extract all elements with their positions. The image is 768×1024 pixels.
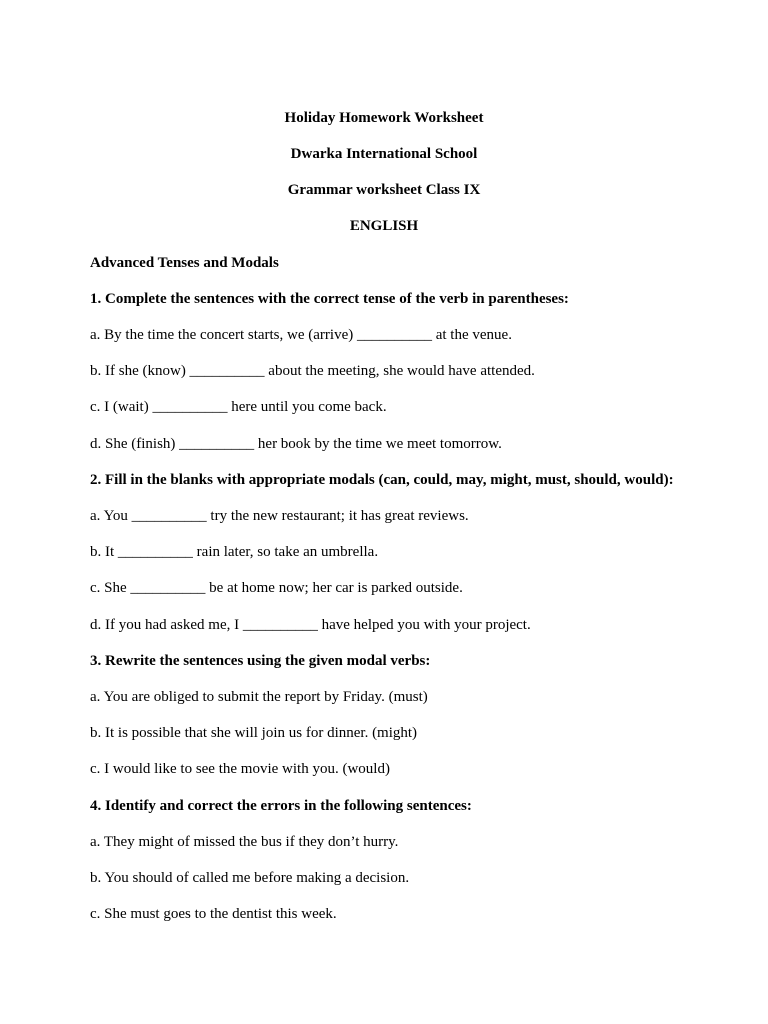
question-item: a. You are obliged to submit the report by Friday. (must) bbox=[90, 689, 428, 705]
question-item: b. It __________ rain later, so take an umbrella. bbox=[90, 544, 379, 560]
question-item: b. If she (know) __________ about the meeting, she would have attended. bbox=[90, 363, 535, 379]
worksheet-subtitle: Grammar worksheet Class IX bbox=[287, 182, 481, 198]
question-item: c. I would like to see the movie with you. (would) bbox=[90, 761, 390, 777]
section-heading-4: 4. Identify and correct the errors in the following sentences: bbox=[90, 798, 472, 814]
worksheet-title: Holiday Homework Worksheet bbox=[284, 110, 484, 126]
question-item: a. They might of missed the bus if they don’t hurry. bbox=[90, 834, 399, 850]
question-item: c. I (wait) __________ here until you come back. bbox=[90, 399, 387, 415]
topic-heading: Advanced Tenses and Modals bbox=[90, 255, 279, 271]
subject-name: ENGLISH bbox=[349, 218, 419, 234]
section-heading-1: 1. Complete the sentences with the correct tense of the verb in parentheses: bbox=[90, 291, 569, 307]
question-item: d. She (finish) __________ her book by the time we meet tomorrow. bbox=[90, 436, 502, 452]
question-item: a. You __________ try the new restaurant; it has great reviews. bbox=[90, 508, 469, 524]
question-item: c. She must goes to the dentist this week. bbox=[90, 906, 337, 922]
section-heading-2: 2. Fill in the blanks with appropriate modals (can, could, may, might, must, should, would): bbox=[90, 472, 674, 488]
question-item: a. By the time the concert starts, we (arrive) __________ at the venue. bbox=[90, 327, 512, 343]
question-item: c. She __________ be at home now; her car is parked outside. bbox=[90, 580, 463, 596]
section-heading-3: 3. Rewrite the sentences using the given modal verbs: bbox=[90, 653, 431, 669]
question-item: b. It is possible that she will join us for dinner. (might) bbox=[90, 725, 418, 741]
question-item: b. You should of called me before making a decision. bbox=[90, 870, 410, 886]
school-name: Dwarka International School bbox=[290, 146, 478, 162]
question-item: d. If you had asked me, I __________ have helped you with your project. bbox=[90, 617, 531, 633]
